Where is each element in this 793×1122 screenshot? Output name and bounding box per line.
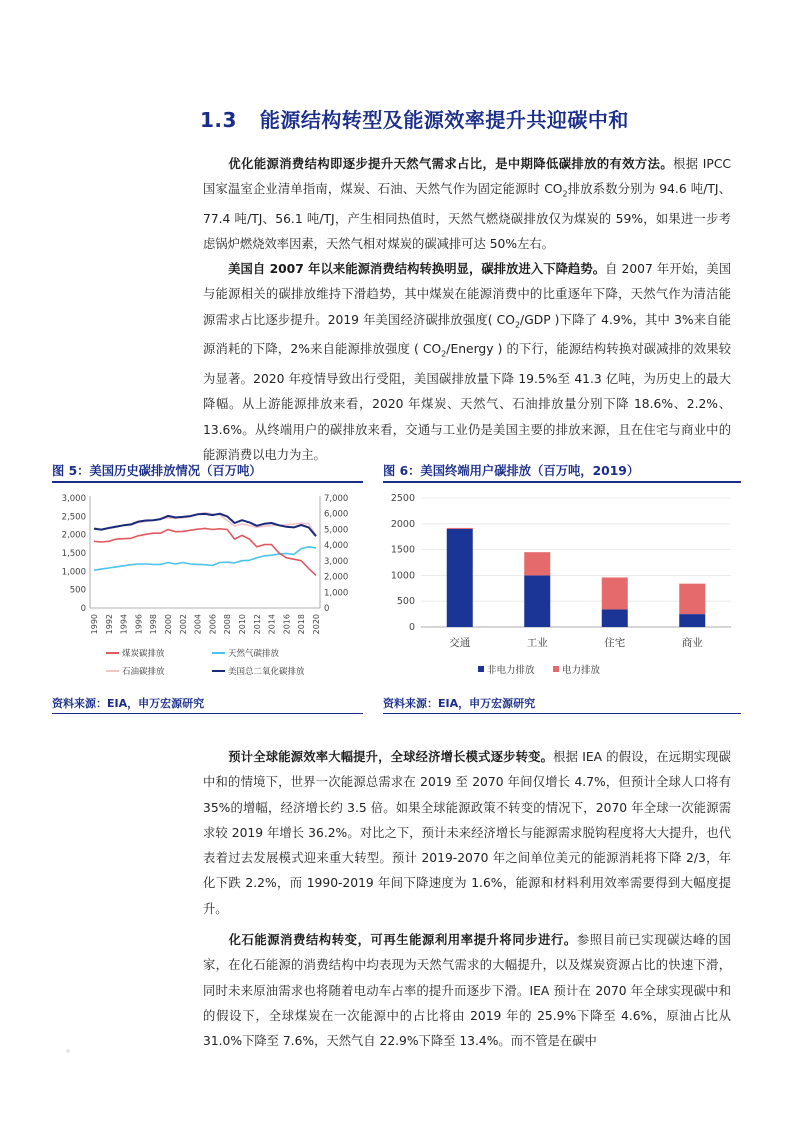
right-tick-label: 5,000 bbox=[324, 525, 349, 536]
x-tick-label: 1992 bbox=[104, 614, 114, 635]
paragraph-body: /Energy ) 的下行，能源结构转换对碳减排的效果较为显著。2020 年疫情导致出行受阻，美国碳排放量下降 19.5%至 41.3 亿吨，为历史上的最大降幅。从上游能源排放来看，2020 年煤炭、天然气、石油排放量分别下降 18.6%、2.2%、13.6%。从终端用户的碳排放来看，交通与工业仍是美国主要的排放来源，且在住宅与商业中的能源消费以电力为主。 bbox=[203, 342, 731, 462]
x-tick-label: 2010 bbox=[238, 614, 247, 635]
paragraph-body: 自 2007 年开始，美国与能源相关的碳排放维持下滑趋势，其中煤炭在能源消费中的比重逐年下降，天然气作为清洁能源需求占比逐步提升。2019 年美国经济碳排放强度( CO bbox=[203, 262, 731, 327]
x-tick-label: 1994 bbox=[119, 614, 129, 635]
legend-label: 煤炭碳排放 bbox=[122, 649, 165, 659]
paragraph-efficiency bbox=[203, 745, 731, 922]
x-tick-label: 2014 bbox=[267, 614, 277, 635]
paragraph-lead: 优化能源消费结构即逐步提升天然气需求占比，是中期降低碳排放的有效方法。 bbox=[228, 157, 674, 171]
right-tick-label: 3,000 bbox=[324, 556, 349, 567]
paragraph-body: /GDP )下降了 4.9%，其中 3%来自能源消耗的下降，2%来自能源排放强度 ( CO bbox=[203, 312, 731, 357]
x-tick-label: 1998 bbox=[149, 614, 159, 635]
y-tick-label: 2000 bbox=[390, 518, 415, 530]
x-tick-label: 2004 bbox=[193, 614, 203, 635]
bar-electric bbox=[679, 584, 705, 614]
bar-electric bbox=[602, 577, 628, 609]
paragraph-body: 根据 IEA 的假设，在远期实现碳中和的情境下，世界一次能源总需求在 2019 至 2070 年间仅增长 4.7%，但预计全球人口将有 35%的增幅，经济增长约 3.5 倍。如果全球能源政策不转变的情况下，2070 年全球一次能源需求较 2019 年增长 36.2%。对比之下，预计未来经济增长与能源需求脱钩程度将大大提升，也代表着过去发展模式迎来重大转型。预计 2019-2070 年之间单位美元的能源消耗将下降 2/3，年化下跌 2.2%，而 1990-2019 年间下降速度为 1.6%，能源和材料利用效率需要得到大幅度提升。 bbox=[203, 750, 731, 916]
figure5-source: 资料来源：EIA，申万宏源研究 bbox=[52, 697, 205, 710]
bar-non-electric bbox=[524, 575, 550, 627]
figure5-title: 图 5：美国历史碳排放情况（百万吨） bbox=[52, 464, 262, 478]
series-line-1 bbox=[94, 528, 316, 575]
figure6-source: 资料来源：EIA，申万宏源研究 bbox=[383, 697, 536, 710]
left-tick-label: 1,500 bbox=[61, 549, 86, 559]
subscript: 2 bbox=[441, 349, 447, 359]
paragraph-lead: 化石能源消费结构转变，可再生能源利用率提升将同步进行。 bbox=[228, 933, 577, 947]
section-title bbox=[200, 104, 720, 134]
paragraph-fossil-structure bbox=[203, 928, 731, 1054]
y-tick-label: 1500 bbox=[390, 544, 415, 556]
x-tick-label: 1996 bbox=[134, 614, 144, 635]
right-tick-label: 7,000 bbox=[324, 494, 349, 504]
right-tick-label: 0 bbox=[324, 604, 330, 614]
paragraph-body: 根据 IPCC 国家温室企业清单指南，煤炭、石油、天然气作为固定能源时 CO bbox=[203, 157, 731, 197]
legend-label: 美国总二氧化碳排放 bbox=[228, 667, 305, 677]
x-tick-label: 2008 bbox=[223, 614, 233, 635]
figure6-title: 图 6：美国终端用户碳排放（百万吨，2019） bbox=[383, 464, 640, 478]
y-tick-label: 0 bbox=[408, 622, 415, 633]
series-line-2 bbox=[94, 547, 316, 570]
paragraph-body: 排放系数分别为 94.6 吨/TJ、77.4 吨/TJ、56.1 吨/TJ，产生相同热值时，天然气燃烧碳排放仅为煤炭的 59%，如果进一步考虑锅炉燃烧效率因素，天然气相对煤炭的碳减排可达 50%左右。 bbox=[203, 182, 731, 252]
paragraph-lead: 预计全球能源效率大幅提升，全球经济增长模式逐步转变。 bbox=[228, 750, 554, 764]
right-tick-label: 2,000 bbox=[324, 572, 349, 583]
left-tick-label: 1,000 bbox=[61, 567, 86, 578]
bar-non-electric bbox=[602, 609, 628, 627]
page-marker bbox=[66, 1049, 70, 1053]
figure5-source-rule bbox=[52, 713, 363, 714]
x-tick-label: 2018 bbox=[297, 614, 307, 635]
paragraph-us-emissions bbox=[203, 257, 731, 468]
figure6-bar-chart bbox=[383, 486, 741, 686]
paragraph-body: 参照目前已实现碳达峰的国家，在化石能源的消费结构中均表现为天然气需求的大幅提升，以及煤炭资源占比的快速下滑，同时未来原油需求也将随着电动车占率的提升而逐步下滑。IEA 预计在 2070 年全球实现碳中和的假设下，全球煤炭在一次能源中的占比将由 2019 年的 25.9%下降至 4.6%，原油占比从 31.0%下降至 7.6%，天然气自 22.9%下降至 13.4%。而不管是在碳中 bbox=[203, 933, 731, 1049]
figure6-source-rule bbox=[383, 713, 741, 714]
x-tick-label: 2012 bbox=[252, 614, 262, 635]
left-tick-label: 2,000 bbox=[61, 530, 86, 541]
left-tick-label: 500 bbox=[69, 585, 86, 596]
bar-electric bbox=[524, 552, 550, 575]
section-number: 1.3 bbox=[200, 108, 237, 132]
section-title-text: 能源结构转型及能源效率提升共迎碳中和 bbox=[259, 108, 629, 132]
x-tick-label: 2006 bbox=[208, 614, 218, 635]
category-label: 住宅 bbox=[604, 637, 626, 649]
x-tick-label: 2020 bbox=[312, 614, 321, 635]
left-tick-label: 0 bbox=[80, 604, 86, 614]
x-tick-label: 2002 bbox=[178, 614, 188, 635]
x-tick-label: 2000 bbox=[164, 614, 173, 635]
legend-label: 电力排放 bbox=[562, 665, 601, 676]
legend-label: 石油碳排放 bbox=[122, 667, 165, 677]
bar-electric bbox=[447, 528, 473, 529]
figure6-rule bbox=[383, 481, 741, 483]
y-tick-label: 1000 bbox=[390, 570, 415, 582]
legend-label: 非电力排放 bbox=[487, 665, 535, 676]
subscript: 2 bbox=[514, 320, 521, 330]
bar-non-electric bbox=[679, 614, 705, 627]
paragraph-lead: 美国自 2007 年以来能源消费结构转换明显，碳排放进入下降趋势。 bbox=[228, 262, 606, 276]
paragraph-gas-structure bbox=[203, 152, 731, 258]
category-label: 交通 bbox=[449, 637, 471, 649]
category-label: 商业 bbox=[681, 637, 703, 649]
legend-swatch bbox=[553, 666, 559, 672]
subscript: 2 bbox=[562, 189, 568, 199]
x-tick-label: 2016 bbox=[282, 614, 292, 635]
y-tick-label: 2500 bbox=[390, 493, 415, 504]
category-label: 工业 bbox=[526, 637, 548, 649]
figure5-line-chart bbox=[52, 486, 363, 686]
x-tick-label: 1990 bbox=[90, 614, 99, 635]
bar-non-electric bbox=[447, 529, 473, 627]
left-tick-label: 3,000 bbox=[61, 494, 86, 504]
y-tick-label: 500 bbox=[396, 596, 415, 608]
left-tick-label: 2,500 bbox=[61, 512, 86, 523]
right-tick-label: 6,000 bbox=[324, 509, 349, 520]
right-tick-label: 1,000 bbox=[324, 588, 349, 599]
legend-swatch bbox=[478, 666, 484, 672]
right-tick-label: 4,000 bbox=[324, 541, 349, 552]
legend-label: 天然气碳排放 bbox=[228, 649, 280, 659]
figure5-rule bbox=[52, 481, 363, 483]
